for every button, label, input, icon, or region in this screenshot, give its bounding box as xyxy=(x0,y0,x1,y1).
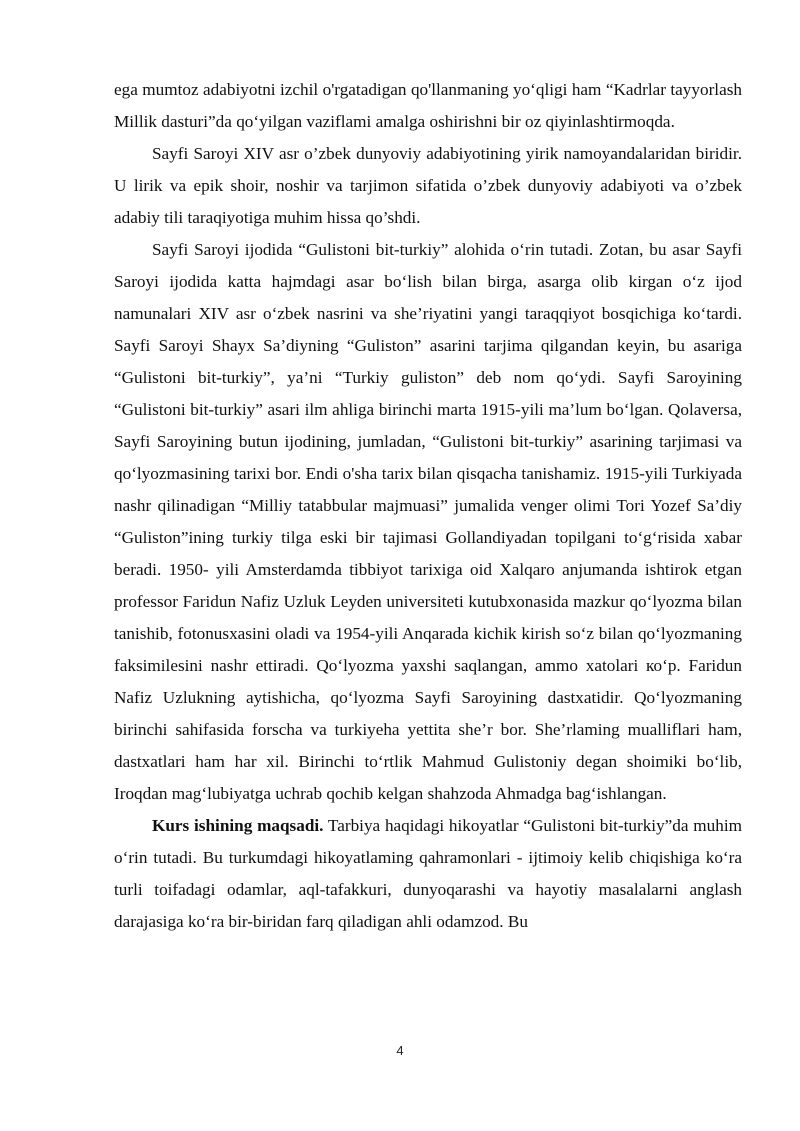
document-body xyxy=(114,74,742,938)
course-goal-heading: Kurs ishining maqsadi. xyxy=(152,816,324,835)
course-goal-text: Tarbiya haqidagi hikoyatlar “Gulistoni bit-turkiy”da muhim oʻrin tutadi. Bu turkumdagi hikoyatlaming qahramonlari - ijtimoiy kelib chiqishiga koʻra turli toifadagi odamlar, aql-tafakkuri, dunyoqarashi va hayotiy masalalarni anglash darajasiga koʻra bir-biridan farq qiladigan ahli odamzod. Bu xyxy=(114,816,742,931)
paragraph-gulistoni-history: Sayfi Saroyi ijodida “Gulistoni bit-turkiy” alohida oʻrin tutadi. Zotan, bu asar Sayfi Saroyi ijodida katta hajmdagi asar boʻlish bilan birga, asarga olib kirgan oʻz ijod namunalari XIV asr oʻzbek nasrini va she’riyatini yangi taraqqiyot bosqichiga koʻtardi. Sayfi Saroyi Shayx Sa’diyning “Guliston” asarini tarjima qilgandan keyin, bu asariga “Gulistoni bit-turkiy”, ya’ni “Turkiy guliston” deb nom qoʻydi. Sayfi Saroyining “Gulistoni bit-turkiy” asari ilm ahliga birinchi marta 1915-yili ma’lum boʻlgan. Qolaversa, Sayfi Saroyining butun ijodining, jumladan, “Gulistoni bit-turkiy” asarining tarjimasi va qoʻlyozmasining tarixi bor. Endi o'sha tarix bilan qisqacha tanishamiz. 1915-yili Turkiyada nashr qilinadigan “Milliy tatabbular majmuasi” jumalida venger olimi Tori Yozef Sa’diy “Guliston”ining turkiy tilga eski bir tajimasi Gollandiyadan topilgani toʻgʻrisida xabar beradi. 1950- yili Amsterdamda tibbiyot tarixiga oid Xalqaro anjumanda ishtirok etgan professor Faridun Nafiz Uzluk Leyden universiteti kutubxonasida mazkur qoʻlyozma bilan tanishib, fotonusxasini oladi va 1954-yili Anqarada kichik kirish soʻz bilan qoʻlyozmaning faksimilesini nashr ettiradi. Qoʻlyozma yaxshi saqlangan, ammo xatolari коʻp. Faridun Nafiz Uzlukning aytishicha, qoʻlyozma Sayfi Saroyining dastxatidir. Qoʻlyozmaning birinchi sahifasida forscha va turkiyeha yettita she’r bor. She’rlaming mualliflari ham, dastxatlari ham har xil. Birinchi toʻrtlik Mahmud Gulistoniy degan shoimiki boʻlib, Iroqdan magʻlubiyatga uchrab qochib kelgan shahzoda Ahmadga bagʻishlangan. xyxy=(114,240,742,803)
paragraph-course-goal xyxy=(114,810,742,938)
paragraph-continuation: ega mumtoz adabiyotni izchil o'rgatadigan qo'llanmaning yoʻqligi ham “Kadrlar tayyorlash Millik dasturi”da qoʻyilgan vaziflami amalga oshirishni bir oz qiyinlashtirmoqda. xyxy=(114,80,742,131)
page-number: 4 xyxy=(396,1043,404,1058)
paragraph-sayfi-intro: Sayfi Saroyi XIV asr o’zbek dunyoviy adabiyotining yirik namoyandalaridan biridir. U lirik va epik shoir, noshir va tarjimon sifatida o’zbek dunyoviy adabiyoti va o’zbek adabiy tili taraqiyotiga muhim hissa qo’shdi. xyxy=(114,144,742,227)
